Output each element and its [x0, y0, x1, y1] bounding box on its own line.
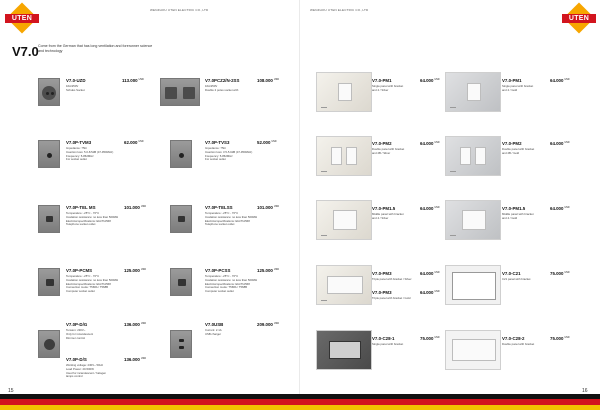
product-price: $64.000^{USD}$	[550, 141, 570, 146]
product-code: V7.0P-D/G	[66, 322, 88, 327]
product-description: Working voltage: 230V~ 50Hz Load Power: 20-500W Used for incandescent / halogen lamps control	[66, 363, 107, 379]
product-description: Double panel with bracket and 2B / Gold	[502, 147, 535, 155]
product-price: $101.000^{USD}$	[257, 205, 279, 210]
panel-image	[316, 72, 372, 112]
product-description: Temperature: -25°C - 70°C Insulation resistance: no less than 500MΩ Electrical specifications: EIA/TIA568 Connection mode: T568A / T568B Computer socket outlet	[205, 274, 257, 294]
panel-opening	[333, 210, 357, 230]
panel-opening	[475, 147, 486, 165]
product-price: $101.000^{USD}$	[124, 205, 146, 210]
product-description: Temperature: -25°C - 70°C Insulation resistance: no less than 500MΩ Electrical specifications: EIA/TIA568 Telephone socket outlet	[205, 211, 257, 227]
product-description: Impedance: 75Ω Insertion loss: 3.5-5.0dB (47-950MHz) Frequency: 5-862MHz For socket outlet	[205, 146, 253, 162]
logo-text: UTEN	[562, 14, 596, 23]
panel-logo-mark	[321, 235, 327, 237]
product-code: V7.0-PM2	[372, 141, 392, 146]
double-socket-image	[160, 78, 200, 106]
series-title: V7.0	[12, 44, 39, 59]
stripe-gold	[0, 405, 600, 410]
product-price: $64.000^{USD}$	[420, 290, 440, 295]
page-number-left: 15	[8, 388, 14, 394]
product-price: $108.000^{USD}$	[257, 78, 279, 83]
product-description: Single panel with bracket and 4 / Gold	[502, 84, 534, 92]
pin-hole	[46, 92, 49, 95]
product-code: V7.0P-TEL MS	[66, 205, 96, 210]
panel-logo-mark	[450, 235, 456, 237]
panel-opening	[452, 272, 496, 300]
panel-logo-mark	[321, 107, 327, 109]
product-price: $64.000^{USD}$	[550, 206, 570, 211]
tv-socket-image	[170, 140, 192, 168]
product-price: $64.000^{USD}$	[420, 271, 440, 276]
panel-opening	[452, 339, 496, 361]
usb-port	[179, 346, 184, 349]
telephone-socket-image	[38, 205, 60, 233]
uten-logo	[5, 6, 39, 34]
flag-stripes	[0, 394, 600, 410]
product-code: V7.0-C21	[502, 271, 521, 276]
product-price: $75.000^{USD}$	[550, 271, 570, 276]
product-code: V7.0-PM3	[372, 271, 392, 276]
panel-image	[445, 265, 501, 305]
product-price: $136.000^{USD}$	[124, 322, 146, 327]
product-description: Single panel with bracket	[372, 342, 404, 346]
product-description: Temperature: -25°C - 70°C Insulation resistance: no less than 500MΩ Electrical specifications: EIA/TIA568 Connection mode: T568A / T568B Computer socket outlet	[66, 274, 118, 294]
panel-logo-mark	[321, 171, 327, 173]
panel-opening	[346, 147, 357, 165]
panel-opening	[329, 341, 361, 359]
series-description: Come from the German that has long ventilation and forerunner science and technology	[38, 44, 153, 53]
panel-image	[445, 200, 501, 240]
product-price: $64.000^{USD}$	[550, 78, 570, 83]
rj45-port	[46, 279, 54, 286]
page-number-right: 16	[582, 388, 588, 394]
product-code: V7.0-PM1.5	[502, 206, 526, 211]
product-description: Triple panel with bracket / Silver	[372, 277, 412, 281]
pin-hole	[51, 92, 54, 95]
product-description: Middle panel with bracket and 4 / Silver	[372, 212, 404, 220]
socket-recess	[165, 87, 177, 99]
product-price: $64.000^{USD}$	[420, 206, 440, 211]
panel-image	[316, 330, 372, 370]
telephone-socket-image	[170, 205, 192, 233]
panel-image	[316, 265, 372, 305]
rj45-port	[178, 279, 186, 286]
usb-charger-image	[170, 330, 192, 358]
product-code: V7.0-C28-2	[502, 336, 525, 341]
product-description: 16A/250V Schuko Socket	[66, 84, 85, 92]
product-code: V7.0P-D/S	[66, 357, 87, 362]
product-price: $125.000^{USD}$	[124, 268, 146, 273]
socket-recess	[183, 87, 195, 99]
product-description: Single panel with bracket and 4 / Silver	[372, 84, 404, 92]
panel-image	[316, 136, 372, 176]
header-text-left: WENZHOU UTEN ELECTRIC CO.,LTD	[150, 8, 209, 12]
product-code: V7.0-PM1	[372, 78, 392, 83]
product-code: V7.0P-PCMS	[66, 268, 93, 273]
panel-logo-mark	[450, 171, 456, 173]
dimmer-knob	[44, 339, 55, 350]
panel-opening	[462, 210, 486, 230]
product-description: Current: 2.1A USB charger	[205, 328, 222, 336]
product-price: $136.000^{USD}$	[124, 357, 146, 362]
product-description: Tension: 230V~ Only for incandescent Dimmer control	[66, 328, 94, 340]
product-description: Double panel with bracket	[502, 342, 535, 346]
panel-opening	[331, 147, 342, 165]
panel-image	[445, 72, 501, 112]
product-code: V7.0P-TELSS	[205, 205, 233, 210]
product-code: V7.0PCZ2/N-2SS	[205, 78, 240, 83]
product-description: Impedance: 75Ω Insertion loss: 5.0-8.5dB (47-950MHz) Frequency: 5-862MHz For socket outlet	[66, 146, 114, 162]
product-code: V7.0P-TVM3	[66, 140, 92, 145]
product-price: $209.000^{USD}$	[257, 322, 279, 327]
catalog-page-right	[300, 0, 600, 410]
product-price: $75.000^{USD}$	[420, 336, 440, 341]
product-code: V7.0-PM2	[502, 141, 522, 146]
product-code: V7.0-UZD	[66, 78, 86, 83]
product-description: Double panel with bracket and 2B / Silver	[372, 147, 405, 155]
panel-image	[445, 136, 501, 176]
tv-socket-image	[38, 140, 60, 168]
product-description: Temperature: -25°C - 70°C Insulation resistance: no less than 500MΩ Electrical specifications: EIA/TIA568 Telephone socket outlet	[66, 211, 118, 227]
coax-port	[47, 153, 52, 158]
product-price: $64.000^{USD}$	[420, 78, 440, 83]
product-code: V7.0-PM3	[372, 290, 392, 295]
computer-socket-image	[38, 268, 60, 296]
panel-logo-mark	[450, 107, 456, 109]
product-description: 16A/250V Double 2 poles socket with	[205, 84, 239, 92]
panel-logo-mark	[321, 300, 327, 302]
product-code: V7.0P-PCSS	[205, 268, 231, 273]
product-code: V7.0-PM1.5	[372, 206, 396, 211]
product-price: $113.000^{USD}$	[122, 78, 144, 83]
panel-opening	[327, 276, 363, 294]
product-description: Middle panel with bracket and 4 / Gold	[502, 212, 534, 220]
product-price: $75.000^{USD}$	[550, 336, 570, 341]
dimmer-image	[38, 330, 60, 358]
product-code: V7.0-C28-1	[372, 336, 395, 341]
header-text-right: WENZHOU UTEN ELECTRIC CO.,LTD	[310, 8, 369, 12]
rj-port	[178, 216, 185, 222]
product-price: $64.000^{USD}$	[420, 141, 440, 146]
panel-opening	[460, 147, 471, 165]
product-price: $52.000^{USD}$	[257, 140, 277, 145]
panel-image	[445, 330, 501, 370]
product-price: $125.000^{USD}$	[257, 268, 279, 273]
computer-socket-image	[170, 268, 192, 296]
product-code: V7.0USB	[205, 322, 224, 327]
usb-port	[179, 339, 184, 342]
uten-logo	[562, 6, 596, 34]
schuko-socket-image	[38, 78, 60, 106]
product-price: $62.000^{USD}$	[124, 140, 144, 145]
panel-image	[316, 200, 372, 240]
logo-text: UTEN	[5, 14, 39, 23]
rj-port	[46, 216, 53, 222]
product-code: V7.0-PM1	[502, 78, 522, 83]
product-description: Triple panel with bracket / Gold	[372, 296, 411, 300]
panel-opening	[467, 83, 481, 101]
panel-opening	[338, 83, 352, 101]
product-description: C21 panel with bracket	[502, 277, 531, 281]
coax-port	[179, 153, 184, 158]
product-code: V7.0P-TVS3	[205, 140, 230, 145]
